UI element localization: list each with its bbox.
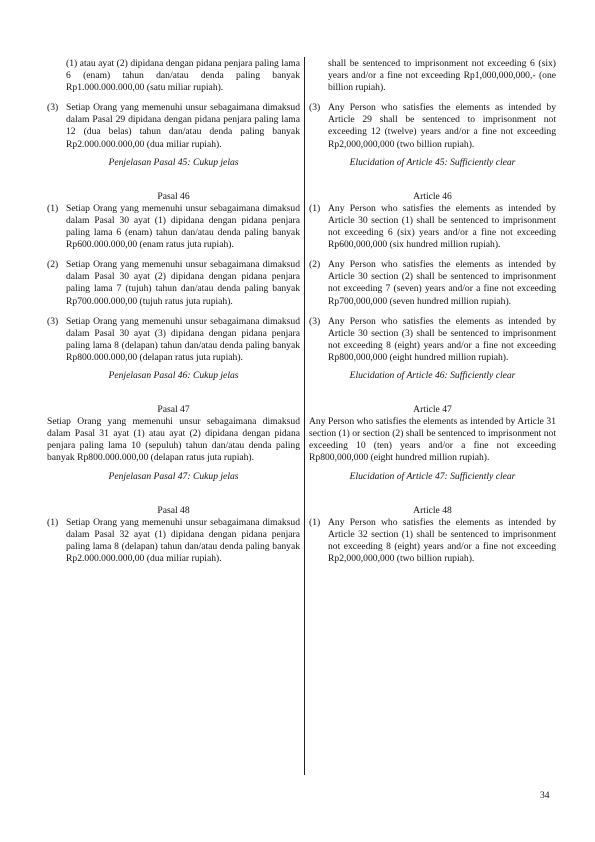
item-number: (2) [309, 259, 321, 271]
article-heading-46: Pasal 46 [157, 190, 190, 202]
item-number: (3) [309, 315, 321, 327]
article-heading-47: Pasal 47 [157, 404, 190, 416]
continued-paragraph: (1) atau ayat (2) dipidana dengan pidana penjara paling lama 6 (enam) tahun dan/atau denda paling banyak Rp1.000.000.000,00 (satu miliar rupiah). [66, 58, 300, 94]
article-heading-47: Article 47 [413, 404, 452, 416]
elucidation-46: Elucidation of Article 46: Sufficiently clear [349, 369, 516, 381]
item-number: (3) [309, 102, 321, 114]
pasal-47-text: Setiap Orang yang memenuhi unsur sebagaimana dimaksud dalam Pasal 31 ayat (1) atau ayat (2) dipidana dengan pidana penjara paling lama 10 (sepuluh) tahun dan/atau denda paling banyak Rp800.000.000,00 (delapan ratus juta rupiah). [47, 416, 300, 464]
article-47-text: Any Person who satisfies the elements as intended by Article 31 section (1) or section (2) shall be sentenced to imprisonment not exceeding 10 (ten) years and/or a fine not exceeding Rp800,000,000 (eight hundred million rupiah). [309, 416, 556, 464]
item-text: Any Person who satisfies the elements as intended by Article 30 section (3) shall be sentenced to imprisonment not exceeding 8 (eight) years and/or a fine not exceeding Rp800,000,000 (eight hundred million rupiah). [328, 315, 556, 363]
elucidation-47: Penjelasan Pasal 47: Cukup jelas [108, 470, 239, 482]
article-heading-48: Pasal 48 [157, 504, 190, 516]
item-number: (3) [47, 102, 59, 114]
item-text: Any Person who satisfies the elements as intended by Article 30 section (2) shall be sentenced to imprisonment not exceeding 7 (seven) years and/or a fine not exceeding Rp700,000,000 (seven hundred million rupiah). [328, 259, 556, 307]
item-number: (2) [47, 259, 59, 271]
item-number: (1) [309, 202, 321, 214]
item-number: (1) [47, 202, 59, 214]
indonesian-column [47, 58, 300, 565]
continued-paragraph: shall be sentenced to imprisonment not exceeding 6 (six) years and/or a fine not exceeding Rp1,000,000,000,- (one billion rupiah). [328, 58, 556, 94]
article-heading-46: Article 46 [413, 190, 452, 202]
pasal-46-ayat-3 [47, 316, 300, 364]
pasal-46-ayat-1 [47, 203, 300, 251]
item-text: Any Person who satisfies the elements as intended by Article 29 shall be sentenced to imprisonment not exceeding 12 (twelve) years and/or a fine not exceeding Rp2,000,000,000 (two billion rupiah). [328, 102, 556, 150]
pasal-46-ayat-2 [47, 259, 300, 307]
item-text: Setiap Orang yang memenuhi unsur sebagaimana dimaksud dalam Pasal 30 ayat (1) dipidana dengan pidana penjara paling lama 6 (enam) tahun dan/atau denda paling banyak Rp600.000.000,00 (enam ratus juta rupiah). [66, 202, 300, 251]
article-45-section-3 [309, 102, 556, 150]
pasal-48-ayat-1 [47, 517, 300, 565]
article-48-section-1 [309, 517, 556, 565]
article-46-section-1 [309, 203, 556, 251]
item-text: Any Person who satisfies the elements as intended by Article 30 section (1) shall be sentenced to imprisonment not exceeding 6 (six) years and/or a fine not exceeding Rp600,000,000 (six hundred million rupiah). [328, 202, 556, 251]
item-number: (1) [309, 516, 321, 528]
elucidation-45: Penjelasan Pasal 45: Cukup jelas [108, 156, 239, 168]
elucidation-47: Elucidation of Article 47: Sufficiently clear [349, 470, 516, 482]
item-text: Setiap Orang yang memenuhi unsur sebagaimana dimaksud dalam Pasal 29 dipidana dengan pidana penjara paling lama 12 (dua belas) tahun dan/atau denda paling banyak Rp2.000.000.000,00 (dua miliar rupiah). [66, 102, 300, 150]
english-column [309, 58, 556, 565]
article-heading-48: Article 48 [413, 504, 452, 516]
item-text: Setiap Orang yang memenuhi unsur sebagaimana dimaksud dalam Pasal 30 ayat (3) dipidana dengan pidana penjara paling lama 8 (delapan) tahun dan/atau denda paling banyak Rp800.000.000,00 (delapan ratus juta rupiah). [66, 315, 300, 363]
article-46-section-2 [309, 259, 556, 307]
elucidation-45: Elucidation of Article 45: Sufficiently clear [349, 156, 516, 168]
item-text: Setiap Orang yang memenuhi unsur sebagaimana dimaksud dalam Pasal 30 ayat (2) dipidana dengan pidana penjara paling lama 7 (tujuh) tahun dan/atau denda paling banyak Rp700.000.000,00 (tujuh ratus juta rupiah). [66, 259, 300, 307]
pasal-45-ayat-3 [47, 102, 300, 150]
column-divider [304, 57, 305, 775]
page-number: 34 [540, 790, 550, 801]
item-text: Setiap Orang yang memenuhi unsur sebagaimana dimaksud dalam Pasal 32 ayat (1) dipidana dengan pidana penjara paling lama 8 (delapan) tahun dan/atau denda paling banyak Rp2.000.000.000,00 (dua miliar rupiah). [66, 516, 300, 564]
article-46-section-3 [309, 316, 556, 364]
item-number: (3) [47, 315, 59, 327]
item-text: Any Person who satisfies the elements as intended by Article 32 section (1) shall be sentenced to imprisonment not exceeding 8 (eight) years and/or a fine not exceeding Rp2,000,000,000 (two billion rupiah). [328, 516, 556, 564]
item-number: (1) [47, 516, 59, 528]
elucidation-46: Penjelasan Pasal 46: Cukup jelas [108, 369, 239, 381]
